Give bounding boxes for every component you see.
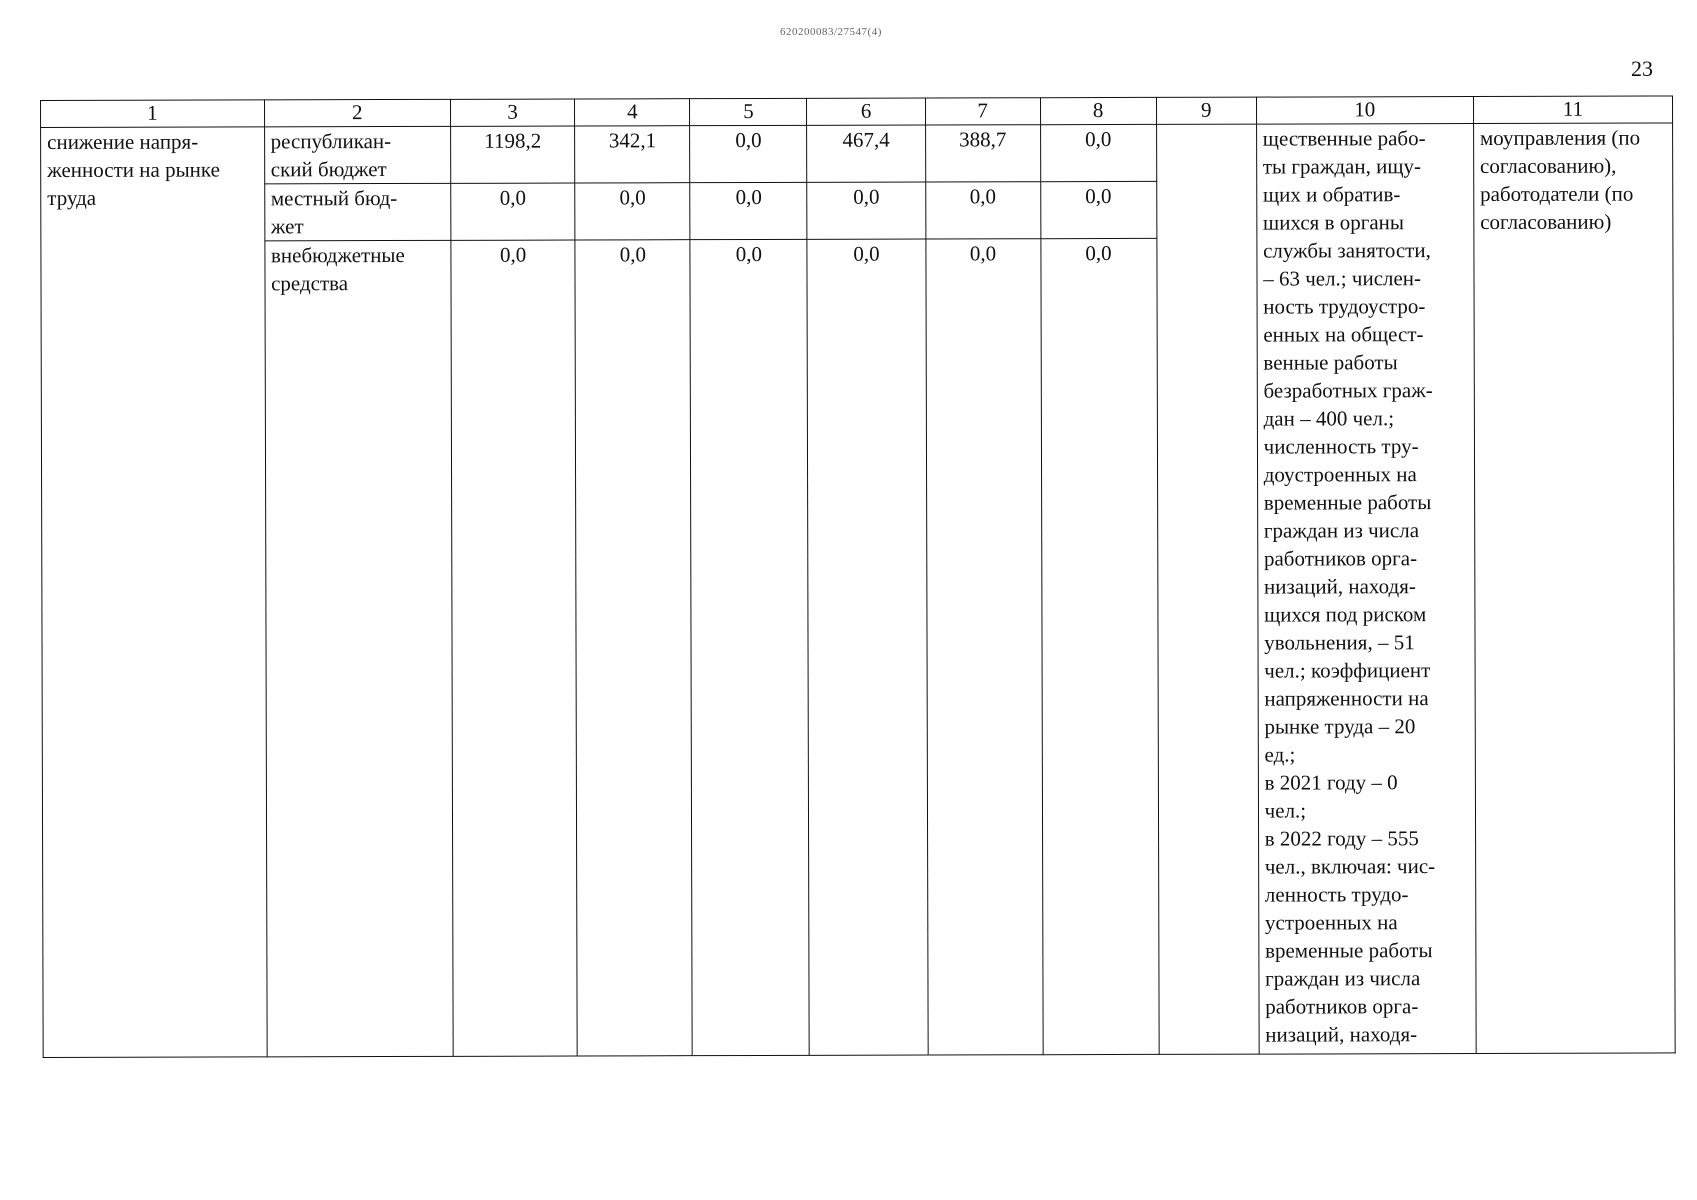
- value-cell: 0,0: [925, 182, 1040, 239]
- column-header: 9: [1156, 97, 1256, 124]
- column-header: 4: [575, 99, 690, 126]
- task-cell: снижение напря- женности на рынке труда: [41, 127, 267, 1058]
- value-cell: 0,0: [690, 239, 809, 1055]
- value-cell: 0,0: [1040, 124, 1156, 181]
- value-cell: 0,0: [807, 239, 927, 1055]
- value-cell: 0,0: [451, 240, 578, 1056]
- value-cell: 0,0: [575, 183, 690, 240]
- funding-source-cell: местный бюд- жет: [264, 183, 450, 241]
- indicator-text-cell: щественные рабо- ты граждан, ищу- щих и обратив- шихся в органы службы занятости, – 63 чел.; числен- ность трудоустро- енных на общест- венные работы безработных граж- дан – 400 чел.; численность тру- доустроенных на временные работы граждан из числа работников орга- низаций, находя- щихся под риском увольнения, – 51 чел.; коэффициент напряженности на рынке труда – 20 ед.; в 2021 году – 0 чел.; в 2022 году – 555 чел., включая: чис- ленность трудо- устроенных на временные работы граждан из числа работников орга- низаций, находя-: [1256, 123, 1476, 1054]
- value-cell: 342,1: [575, 126, 690, 183]
- value-cell: 0,0: [1040, 238, 1158, 1054]
- column-9-cell: [1156, 124, 1259, 1054]
- value-cell: 0,0: [1040, 181, 1156, 238]
- responsible-cell: моуправления (по согласованию), работодатели (по согласованию): [1473, 123, 1675, 1054]
- value-cell: 0,0: [690, 182, 807, 239]
- column-header: 8: [1040, 97, 1156, 124]
- document-code: 620200083/27547(4): [780, 26, 882, 38]
- funding-source-cell: республикан- ский бюджет: [264, 126, 450, 184]
- column-header: 7: [925, 98, 1040, 125]
- value-cell: 467,4: [807, 125, 925, 182]
- value-cell: 0,0: [807, 182, 925, 239]
- value-cell: 0,0: [926, 239, 1043, 1055]
- column-header: 1: [41, 100, 265, 128]
- value-cell: 0,0: [690, 125, 807, 182]
- table-row: [41, 123, 1673, 185]
- column-header: 6: [807, 98, 925, 125]
- data-table: [40, 95, 1676, 1058]
- column-header: 5: [690, 98, 807, 125]
- value-cell: 1198,2: [450, 126, 575, 183]
- funding-source-cell: внебюджетные средства: [264, 240, 453, 1057]
- value-cell: 0,0: [451, 183, 576, 240]
- value-cell: 0,0: [575, 240, 692, 1056]
- column-header: 11: [1473, 96, 1672, 124]
- column-header: 3: [450, 99, 575, 126]
- page-number: 23: [1631, 56, 1653, 81]
- value-cell: 388,7: [925, 125, 1040, 182]
- column-header: 2: [264, 99, 450, 127]
- column-header: 10: [1256, 96, 1473, 124]
